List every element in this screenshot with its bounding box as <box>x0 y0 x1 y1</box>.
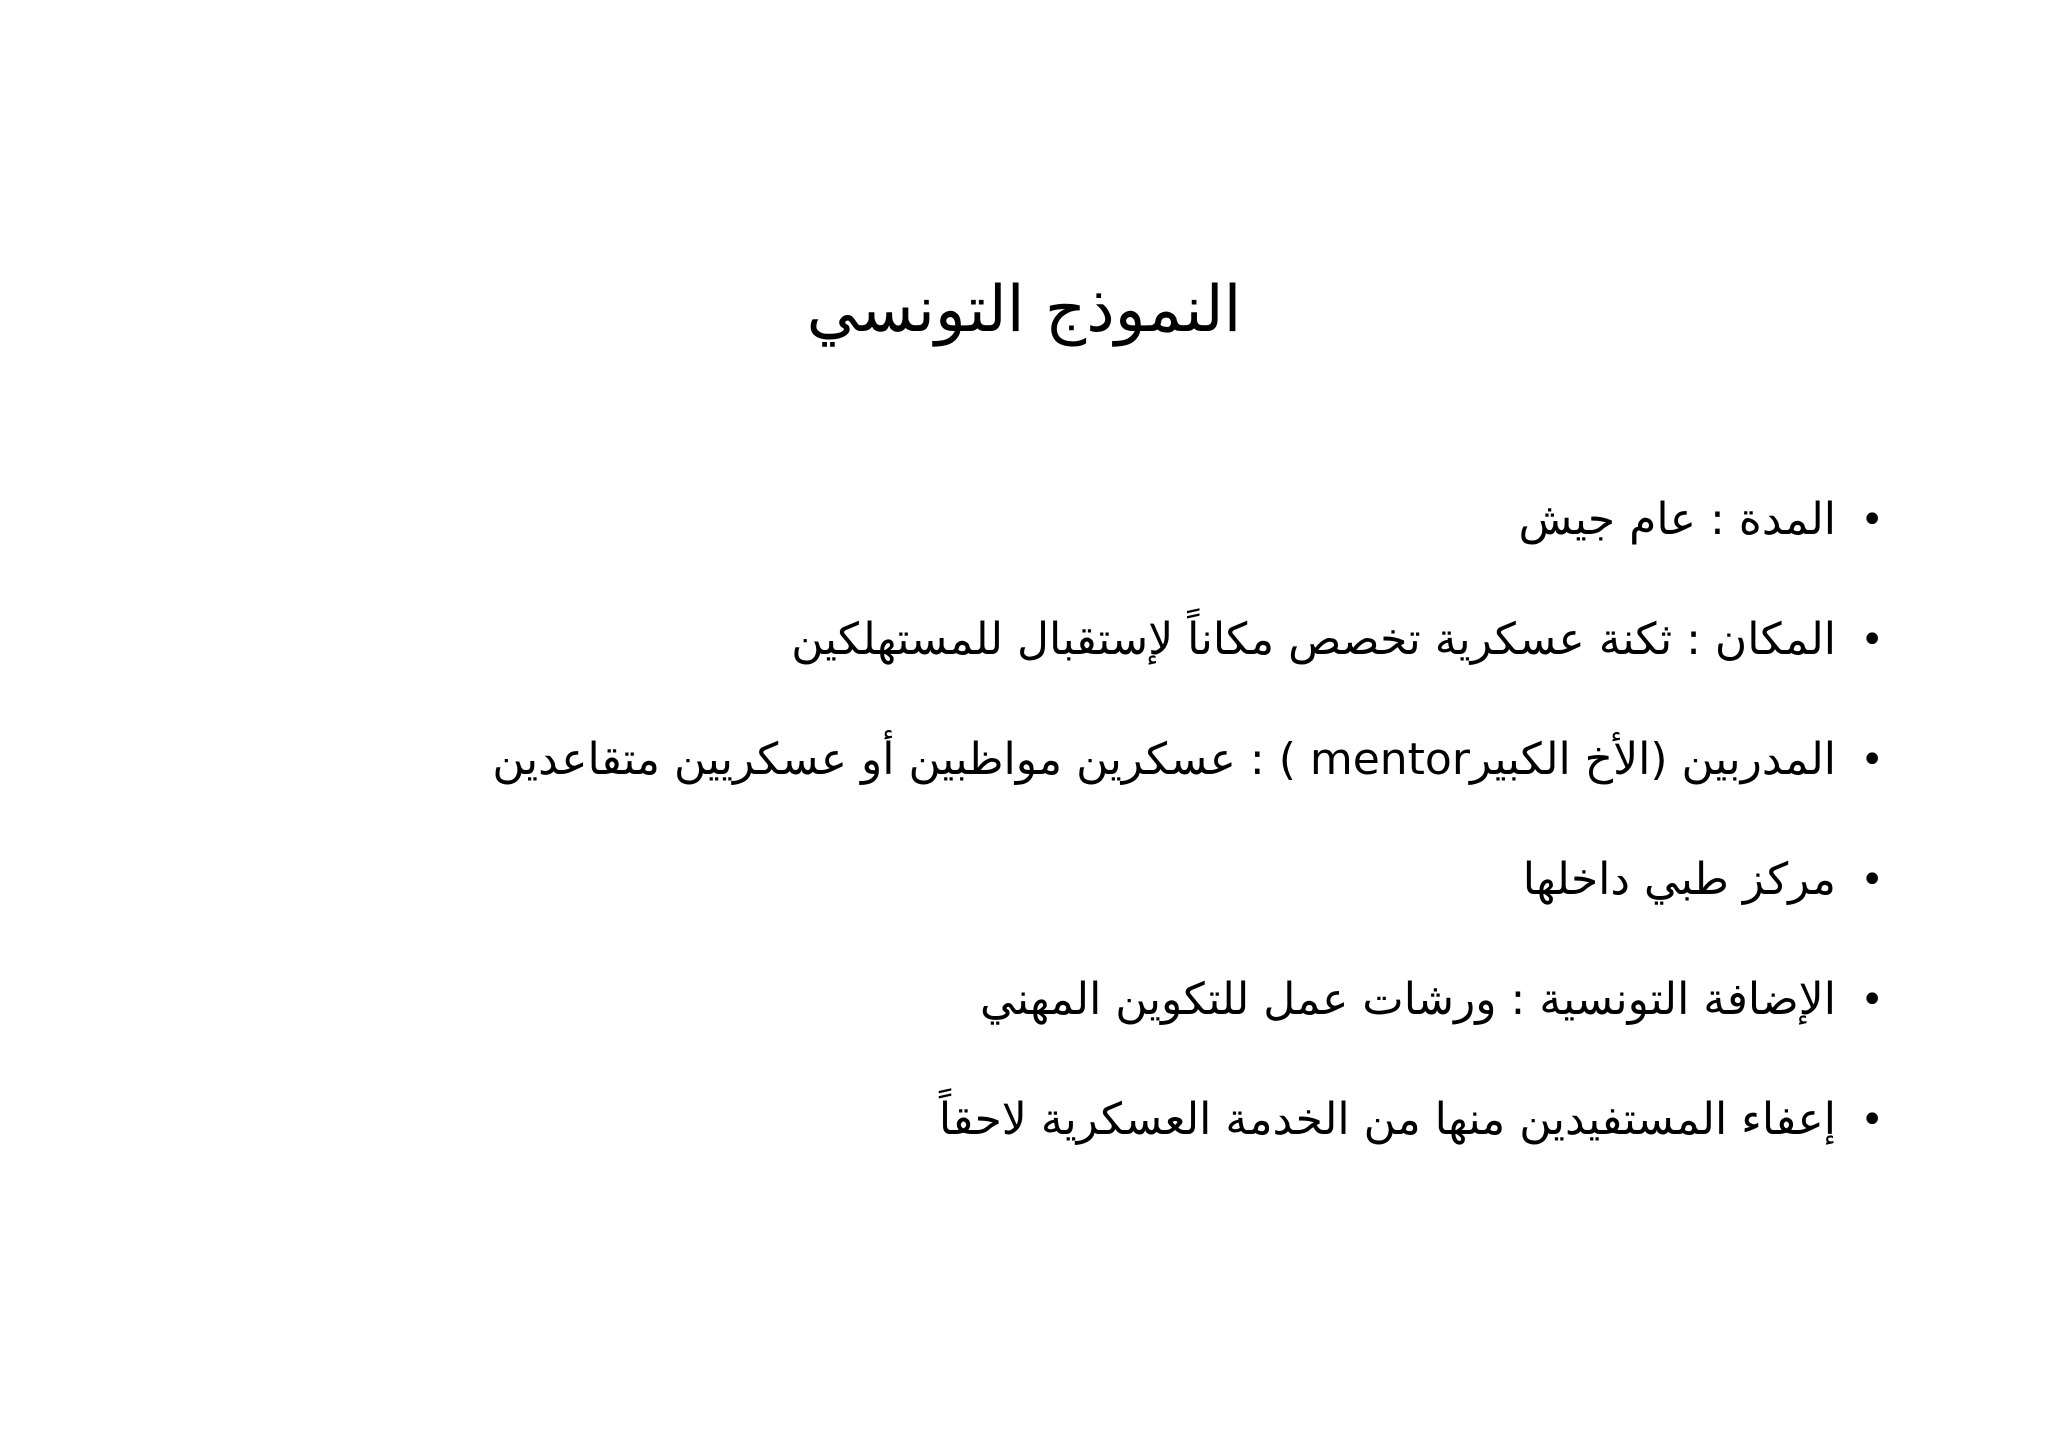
bullet-item-medical-center <box>184 840 1884 960</box>
bullet-text <box>492 720 1836 800</box>
bullet-text: الإضافة التونسية : ورشات عمل للتكوين المهني <box>980 974 1836 1025</box>
bullet-icon: • <box>1860 977 1884 1023</box>
bullet-item-exemption <box>184 1080 1884 1200</box>
bullet-item-tunisian-addition <box>184 960 1884 1080</box>
bullet-list <box>184 480 1884 1200</box>
bullet-icon: • <box>1860 617 1884 663</box>
bullet-text-part-after: ) : عسكرين مواظبين أو عسكريين متقاعدين <box>492 734 1310 785</box>
bullet-item-trainers <box>184 720 1884 840</box>
bullet-text: إعفاء المستفيدين منها من الخدمة العسكرية لاحقاً <box>938 1094 1836 1145</box>
bullet-text: المكان : ثكنة عسكرية تخصص مكاناً لإستقبال للمستهلكين <box>791 614 1836 665</box>
bullet-text-part-before: المدربين (الأخ الكبير <box>1469 734 1836 785</box>
bullet-text-part-ltr: mentor <box>1309 734 1470 785</box>
bullet-icon: • <box>1860 857 1884 903</box>
bullet-item-place <box>184 600 1884 720</box>
bullet-text: المدة : عام جيش <box>1518 494 1836 545</box>
bullet-icon: • <box>1860 497 1884 543</box>
bullet-item-duration <box>184 480 1884 600</box>
slide-title: النموذج التونسي <box>806 273 1242 347</box>
bullet-icon: • <box>1860 737 1884 783</box>
bullet-text: مركز طبي داخلها <box>1522 854 1836 905</box>
bullet-icon: • <box>1860 1097 1884 1143</box>
